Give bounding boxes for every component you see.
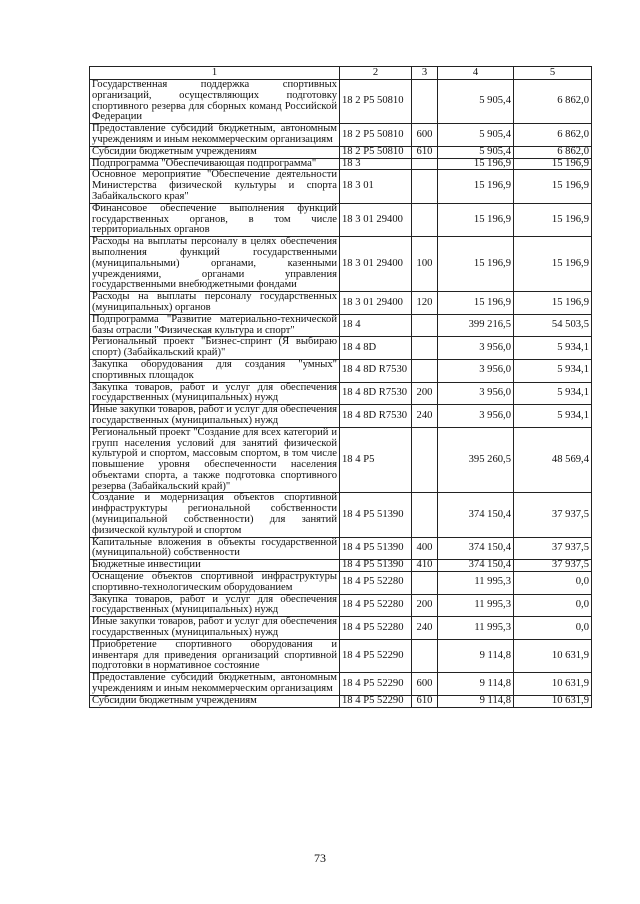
row-amount-2: 5 934,1 — [514, 359, 592, 382]
row-name: Создание и модернизация объектов спортивной инфраструктуры региональной собственности (муниципальной собственности) для занятий физической культурой и спортом — [90, 493, 340, 537]
row-name: Оснащение объектов спортивной инфраструктуры спортивно-технологическим оборудованием — [90, 572, 340, 595]
table-row — [90, 639, 592, 672]
row-amount-1: 15 196,9 — [438, 170, 514, 203]
row-expense-type: 400 — [412, 537, 438, 560]
row-code: 18 2 P5 50810 — [340, 80, 412, 124]
table-row — [90, 337, 592, 360]
row-amount-1: 5 905,4 — [438, 124, 514, 147]
header-col-5: 5 — [514, 67, 592, 80]
row-code: 18 2 P5 50810 — [340, 146, 412, 158]
row-name: Расходы на выплаты персоналу в целях обеспечения выполнения функций государственными (муниципальными) органами, казенными учреждениями, органами управления государственными внебюджетными фондами — [90, 237, 340, 292]
row-expense-type — [412, 639, 438, 672]
row-name: Субсидии бюджетным учреждениям — [90, 146, 340, 158]
row-name: Финансовое обеспечение выполнения функций государственных органов, в том числе территориальных органов — [90, 203, 340, 236]
row-amount-2: 0,0 — [514, 617, 592, 640]
header-col-4: 4 — [438, 67, 514, 80]
table-row — [90, 695, 592, 707]
row-amount-1: 9 114,8 — [438, 639, 514, 672]
row-code: 18 4 8D R7530 — [340, 405, 412, 428]
row-amount-2: 5 934,1 — [514, 405, 592, 428]
row-expense-type — [412, 359, 438, 382]
table-row — [90, 170, 592, 203]
row-amount-2: 15 196,9 — [514, 237, 592, 292]
row-name: Закупка оборудования для создания "умных" спортивных площадок — [90, 359, 340, 382]
row-amount-1: 11 995,3 — [438, 594, 514, 617]
row-amount-1: 395 260,5 — [438, 427, 514, 493]
table-row — [90, 405, 592, 428]
row-code: 18 4 P5 52280 — [340, 572, 412, 595]
row-expense-type — [412, 337, 438, 360]
table-row — [90, 537, 592, 560]
row-expense-type: 600 — [412, 124, 438, 147]
row-code: 18 4 P5 52290 — [340, 673, 412, 696]
row-amount-1: 5 905,4 — [438, 80, 514, 124]
row-amount-1: 3 956,0 — [438, 382, 514, 405]
row-amount-1: 374 150,4 — [438, 560, 514, 572]
row-amount-2: 6 862,0 — [514, 80, 592, 124]
table-row — [90, 382, 592, 405]
row-code: 18 4 P5 52280 — [340, 617, 412, 640]
row-code: 18 3 — [340, 158, 412, 170]
row-expense-type: 610 — [412, 146, 438, 158]
row-amount-1: 9 114,8 — [438, 673, 514, 696]
row-name: Государственная поддержка спортивных организаций, осуществляющих подготовку спортивного резерва для сборных команд Российской Федерации — [90, 80, 340, 124]
row-name: Субсидии бюджетным учреждениям — [90, 695, 340, 707]
row-expense-type — [412, 493, 438, 537]
table-row — [90, 560, 592, 572]
table-row — [90, 617, 592, 640]
row-name: Предоставление субсидий бюджетным, автономным учреждениям и иным некоммерческим организациям — [90, 673, 340, 696]
row-amount-2: 10 631,9 — [514, 639, 592, 672]
row-expense-type: 410 — [412, 560, 438, 572]
row-expense-type: 100 — [412, 237, 438, 292]
row-code: 18 4 8D R7530 — [340, 382, 412, 405]
table-row — [90, 237, 592, 292]
row-expense-type — [412, 427, 438, 493]
row-expense-type: 610 — [412, 695, 438, 707]
row-amount-1: 399 216,5 — [438, 314, 514, 337]
table-row — [90, 427, 592, 493]
row-code: 18 4 8D — [340, 337, 412, 360]
row-amount-2: 15 196,9 — [514, 203, 592, 236]
row-expense-type — [412, 158, 438, 170]
row-name: Предоставление субсидий бюджетным, автономным учреждениям и иным некоммерческим организациям — [90, 124, 340, 147]
row-amount-1: 11 995,3 — [438, 617, 514, 640]
table-row — [90, 572, 592, 595]
row-amount-2: 37 937,5 — [514, 493, 592, 537]
row-code: 18 3 01 — [340, 170, 412, 203]
row-name: Региональный проект "Создание для всех категорий и групп населения условий для занятий физической культурой и спортом, массовым спортом, в том числе повышение уровня обеспеченности населения объектами спорта, а также подготовка спортивного резерва (Забайкальский край)" — [90, 427, 340, 493]
budget-table — [89, 66, 592, 708]
row-amount-2: 5 934,1 — [514, 337, 592, 360]
row-expense-type: 200 — [412, 594, 438, 617]
row-expense-type — [412, 572, 438, 595]
header-col-1: 1 — [90, 67, 340, 80]
row-amount-1: 3 956,0 — [438, 359, 514, 382]
row-name: Иные закупки товаров, работ и услуг для обеспечения государственных (муниципальных) нужд — [90, 405, 340, 428]
row-code: 18 4 P5 52280 — [340, 594, 412, 617]
row-name: Подпрограмма "Обеспечивающая подпрограмма" — [90, 158, 340, 170]
row-expense-type — [412, 203, 438, 236]
row-expense-type: 120 — [412, 292, 438, 315]
row-amount-2: 0,0 — [514, 572, 592, 595]
row-amount-1: 11 995,3 — [438, 572, 514, 595]
row-code: 18 3 01 29400 — [340, 292, 412, 315]
row-code: 18 4 8D R7530 — [340, 359, 412, 382]
row-amount-1: 3 956,0 — [438, 337, 514, 360]
row-expense-type — [412, 80, 438, 124]
row-amount-1: 15 196,9 — [438, 237, 514, 292]
row-amount-2: 15 196,9 — [514, 170, 592, 203]
row-code: 18 4 P5 — [340, 427, 412, 493]
row-name: Расходы на выплаты персоналу государственных (муниципальных) органов — [90, 292, 340, 315]
row-name: Капитальные вложения в объекты государственной (муниципальной) собственности — [90, 537, 340, 560]
row-amount-1: 15 196,9 — [438, 292, 514, 315]
row-amount-1: 374 150,4 — [438, 537, 514, 560]
row-name: Бюджетные инвестиции — [90, 560, 340, 572]
row-expense-type — [412, 170, 438, 203]
row-amount-2: 5 934,1 — [514, 382, 592, 405]
table-row — [90, 493, 592, 537]
row-code: 18 3 01 29400 — [340, 203, 412, 236]
row-name: Закупка товаров, работ и услуг для обеспечения государственных (муниципальных) нужд — [90, 382, 340, 405]
table-row — [90, 158, 592, 170]
table-row — [90, 124, 592, 147]
row-amount-1: 15 196,9 — [438, 203, 514, 236]
table-body — [90, 80, 592, 708]
row-name: Подпрограмма "Развитие материально-технической базы отрасли "Физическая культура и спорт" — [90, 314, 340, 337]
row-name: Приобретение спортивного оборудования и инвентаря для приведения организаций спортивной подготовки в нормативное состояние — [90, 639, 340, 672]
table-row — [90, 594, 592, 617]
row-code: 18 4 — [340, 314, 412, 337]
table-row — [90, 314, 592, 337]
header-row — [90, 67, 592, 80]
row-amount-2: 48 569,4 — [514, 427, 592, 493]
header-col-2: 2 — [340, 67, 412, 80]
header-col-3: 3 — [412, 67, 438, 80]
row-code: 18 4 P5 52290 — [340, 639, 412, 672]
page-number: 73 — [314, 851, 326, 865]
table-row — [90, 292, 592, 315]
row-code: 18 4 P5 51390 — [340, 537, 412, 560]
row-amount-1: 3 956,0 — [438, 405, 514, 428]
table-row — [90, 80, 592, 124]
row-amount-2: 37 937,5 — [514, 537, 592, 560]
row-amount-1: 374 150,4 — [438, 493, 514, 537]
row-amount-2: 0,0 — [514, 594, 592, 617]
row-amount-2: 37 937,5 — [514, 560, 592, 572]
row-amount-1: 5 905,4 — [438, 146, 514, 158]
table-row — [90, 146, 592, 158]
row-amount-2: 6 862,0 — [514, 146, 592, 158]
row-expense-type — [412, 314, 438, 337]
row-expense-type: 200 — [412, 382, 438, 405]
row-code: 18 4 P5 52290 — [340, 695, 412, 707]
row-name: Иные закупки товаров, работ и услуг для обеспечения государственных (муниципальных) нужд — [90, 617, 340, 640]
row-amount-2: 15 196,9 — [514, 158, 592, 170]
row-expense-type: 600 — [412, 673, 438, 696]
row-amount-1: 15 196,9 — [438, 158, 514, 170]
row-amount-2: 15 196,9 — [514, 292, 592, 315]
row-expense-type: 240 — [412, 405, 438, 428]
table-row — [90, 359, 592, 382]
table-row — [90, 203, 592, 236]
row-code: 18 2 P5 50810 — [340, 124, 412, 147]
row-code: 18 4 P5 51390 — [340, 493, 412, 537]
row-name: Закупка товаров, работ и услуг для обеспечения государственных (муниципальных) нужд — [90, 594, 340, 617]
row-name: Региональный проект "Бизнес-спринт (Я выбираю спорт) (Забайкальский край)" — [90, 337, 340, 360]
row-name: Основное мероприятие "Обеспечение деятельности Министерства физической культуры и спорта Забайкальского края" — [90, 170, 340, 203]
row-amount-2: 54 503,5 — [514, 314, 592, 337]
row-amount-1: 9 114,8 — [438, 695, 514, 707]
row-code: 18 4 P5 51390 — [340, 560, 412, 572]
row-amount-2: 10 631,9 — [514, 673, 592, 696]
table-row — [90, 673, 592, 696]
row-code: 18 3 01 29400 — [340, 237, 412, 292]
row-expense-type: 240 — [412, 617, 438, 640]
row-amount-2: 6 862,0 — [514, 124, 592, 147]
row-amount-2: 10 631,9 — [514, 695, 592, 707]
